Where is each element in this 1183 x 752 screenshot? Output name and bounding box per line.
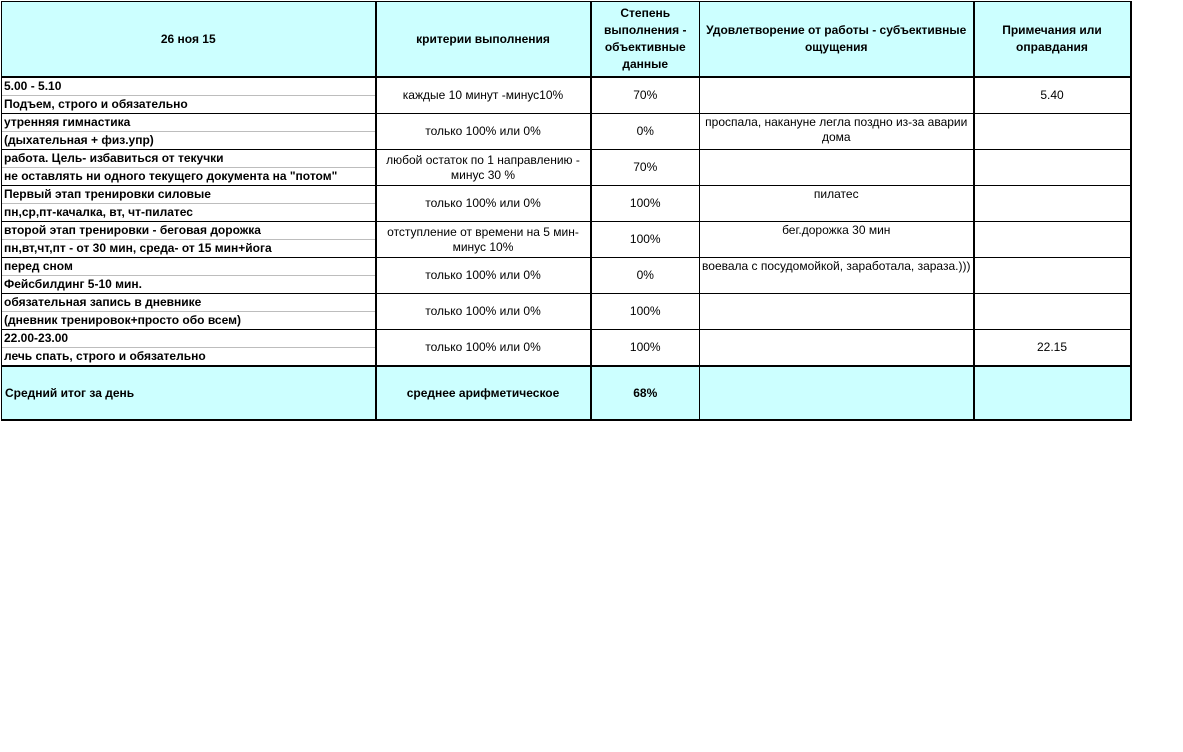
degree-cell[interactable]: 0% (591, 114, 700, 150)
header-date[interactable]: 26 ноя 15 (2, 2, 376, 78)
task-cell[interactable] (2, 150, 376, 186)
task-cell[interactable] (2, 258, 376, 294)
task-detail: Фейсбилдинг 5-10 мин. (4, 277, 142, 291)
notes-cell[interactable]: 5.40 (974, 77, 1131, 114)
table-row (2, 258, 1131, 294)
criteria-cell[interactable]: только 100% или 0% (376, 114, 591, 150)
degree-cell[interactable]: 70% (591, 77, 700, 114)
task-cell[interactable] (2, 186, 376, 222)
task-detail: (дневник тренировок+просто обо всем) (4, 313, 241, 327)
total-degree[interactable]: 68% (591, 366, 700, 420)
task-time-or-name: 22.00-23.00 (2, 330, 375, 348)
table-row (2, 114, 1131, 150)
task-cell[interactable] (2, 114, 376, 150)
task-time-or-name: перед сном (2, 258, 375, 276)
table-row (2, 77, 1131, 114)
task-time-or-name: второй этап тренировки - беговая дорожка (2, 222, 375, 240)
header-degree[interactable]: Степень выполнения - объективные данные (591, 2, 700, 78)
criteria-cell[interactable]: любой остаток по 1 направлению - минус 30 % (376, 150, 591, 186)
total-label[interactable]: Средний итог за день (2, 366, 376, 420)
satisfaction-text: пилатес (813, 187, 859, 201)
task-time-or-name: обязательная запись в дневнике (2, 294, 375, 312)
header-row (2, 2, 1131, 78)
header-criteria[interactable]: критерии выполнения (376, 2, 591, 78)
degree-cell[interactable]: 100% (591, 294, 700, 330)
criteria-cell[interactable]: только 100% или 0% (376, 258, 591, 294)
satisfaction-text (700, 330, 973, 331)
satisfaction-text (700, 78, 973, 79)
table-row (2, 330, 1131, 367)
task-cell[interactable] (2, 330, 376, 367)
notes-cell[interactable] (974, 258, 1131, 294)
criteria-cell[interactable]: только 100% или 0% (376, 330, 591, 367)
task-cell[interactable] (2, 294, 376, 330)
satisfaction-cell[interactable] (700, 114, 974, 150)
notes-cell[interactable] (974, 150, 1131, 186)
degree-cell[interactable]: 100% (591, 222, 700, 258)
task-cell[interactable] (2, 77, 376, 114)
satisfaction-cell[interactable] (700, 294, 974, 330)
total-notes[interactable] (974, 366, 1131, 420)
table-row (2, 186, 1131, 222)
total-criteria[interactable]: среднее арифметическое (376, 366, 591, 420)
task-detail: (дыхательная + физ.упр) (4, 133, 154, 147)
satisfaction-cell[interactable] (700, 222, 974, 258)
notes-cell[interactable] (974, 294, 1131, 330)
degree-cell[interactable]: 100% (591, 186, 700, 222)
table-row (2, 222, 1131, 258)
task-detail: Подъем, строго и обязательно (4, 97, 188, 111)
task-time-or-name: Первый этап тренировки силовые (2, 186, 375, 204)
task-time-or-name: 5.00 - 5.10 (2, 78, 375, 96)
satisfaction-cell[interactable] (700, 258, 974, 294)
task-time-or-name: работа. Цель- избавиться от текучки (2, 150, 375, 168)
table-row (2, 150, 1131, 186)
notes-cell[interactable] (974, 186, 1131, 222)
satisfaction-cell[interactable] (700, 330, 974, 367)
task-time-or-name: утренняя гимнастика (2, 114, 375, 132)
notes-cell[interactable] (974, 222, 1131, 258)
header-satisfaction[interactable]: Удовлетворение от работы - субъективные ощущения (700, 2, 974, 78)
task-cell[interactable] (2, 222, 376, 258)
satisfaction-text: бег.дорожка 30 мин (782, 223, 891, 237)
degree-cell[interactable]: 70% (591, 150, 700, 186)
satisfaction-text: проспала, накануне легла поздно из-за аварии дома (705, 115, 968, 144)
task-detail: пн,вт,чт,пт - от 30 мин, среда- от 15 мин+йога (4, 241, 272, 255)
criteria-cell[interactable]: отступление от времени на 5 мин- минус 10% (376, 222, 591, 258)
satisfaction-cell[interactable] (700, 77, 974, 114)
total-row (2, 366, 1131, 420)
criteria-cell[interactable]: каждые 10 минут -минус10% (376, 77, 591, 114)
notes-cell[interactable] (974, 114, 1131, 150)
notes-cell[interactable]: 22.15 (974, 330, 1131, 367)
satisfaction-text: воевала с посудомойкой, заработала, зараза.))) (702, 259, 971, 273)
satisfaction-cell[interactable] (700, 150, 974, 186)
criteria-cell[interactable]: только 100% или 0% (376, 186, 591, 222)
total-satisfaction[interactable] (700, 366, 974, 420)
degree-cell[interactable]: 0% (591, 258, 700, 294)
header-notes[interactable]: Примечания или оправдания (974, 2, 1131, 78)
degree-cell[interactable]: 100% (591, 330, 700, 367)
task-detail: не оставлять ни одного текущего документа на "потом" (4, 169, 338, 183)
task-detail: пн,ср,пт-качалка, вт, чт-пилатес (4, 205, 193, 219)
satisfaction-text (700, 294, 973, 295)
criteria-cell[interactable]: только 100% или 0% (376, 294, 591, 330)
table-row (2, 294, 1131, 330)
satisfaction-text (700, 150, 973, 151)
task-detail: лечь спать, строго и обязательно (4, 349, 206, 363)
daily-plan-table (1, 1, 1132, 421)
satisfaction-cell[interactable] (700, 186, 974, 222)
